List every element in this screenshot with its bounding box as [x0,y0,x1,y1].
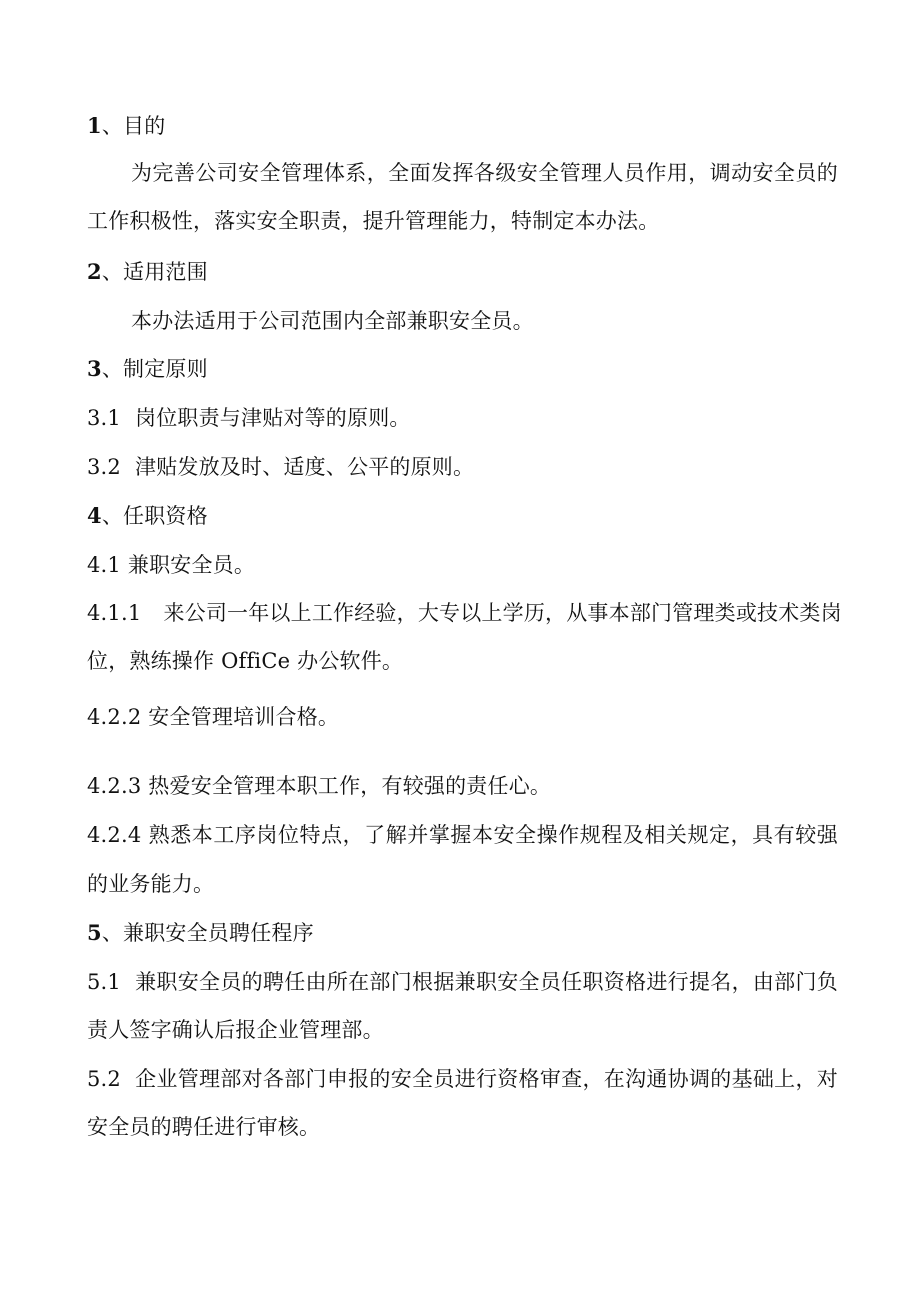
clause-number: 5.1 [87,970,121,994]
clause-4-2-2: 4.2.2 安全管理培训合格。 [87,705,340,729]
clause-text: 岗位职责与津贴对等的原则。 [135,406,411,430]
paragraph-line: 工作积极性，落实安全职责，提升管理能力，特制定本办法。 [87,209,660,233]
clause-4-1-1-line-2: 位，熟练操作 OffiCe 办公软件。 [87,649,404,673]
section-number: 4 [87,503,102,528]
section-number: 5 [87,920,102,945]
clause-4-2-4-line-2: 的业务能力。 [87,872,215,896]
section-title: 、任职资格 [101,504,208,528]
clause-number: 3.1 [87,406,121,430]
section-number: 1 [87,113,102,138]
clause-4-1: 4.1 兼职安全员。 [87,553,256,577]
clause-5-1-line-1 [87,968,838,996]
clause-text: 企业管理部对各部门申报的安全员进行资格审查，在沟通协调的基础上，对 [135,1067,838,1091]
clause-text: 兼职安全员的聘任由所在部门根据兼职安全员任职资格进行提名，由部门负 [135,970,838,994]
section-4-heading [87,502,847,530]
paragraph-line: 为完善公司安全管理体系，全面发挥各级安全管理人员作用，调动安全员的 [131,161,838,185]
section-2-heading [87,258,847,286]
clause-5-2-line-1 [87,1065,838,1093]
clause-5-1-line-2: 责人签字确认后报企业管理部。 [87,1018,384,1042]
section-1-heading [87,112,847,140]
clause-4-1-1-line-1 [87,599,842,627]
section-5-heading [87,919,847,947]
clause-number: 5.2 [87,1067,121,1091]
clause-3-1 [87,404,847,432]
section-title: 、适用范围 [101,260,208,284]
paragraph-line: 本办法适用于公司范围内全部兼职安全员。 [131,309,534,333]
clause-4-2-4-line-1: 4.2.4 熟悉本工序岗位特点，了解并掌握本安全操作规程及相关规定，具有较强 [87,823,838,847]
section-title: 、制定原则 [101,357,208,381]
section-title: 、兼职安全员聘任程序 [101,921,314,945]
clause-number: 3.2 [87,455,121,479]
section-number: 2 [87,259,102,284]
clause-number: 4.1.1 [87,601,142,625]
clause-4-2-3: 4.2.3 热爱安全管理本职工作，有较强的责任心。 [87,774,552,798]
section-3-heading [87,355,847,383]
clause-5-2-line-2: 安全员的聘任进行审核。 [87,1115,321,1139]
clause-3-2 [87,453,847,481]
clause-text: 来公司一年以上工作经验，大专以上学历，从事本部门管理类或技术类岗 [163,601,842,625]
section-title: 、目的 [101,114,166,138]
section-number: 3 [87,356,102,381]
clause-text: 津贴发放及时、适度、公平的原则。 [135,455,475,479]
